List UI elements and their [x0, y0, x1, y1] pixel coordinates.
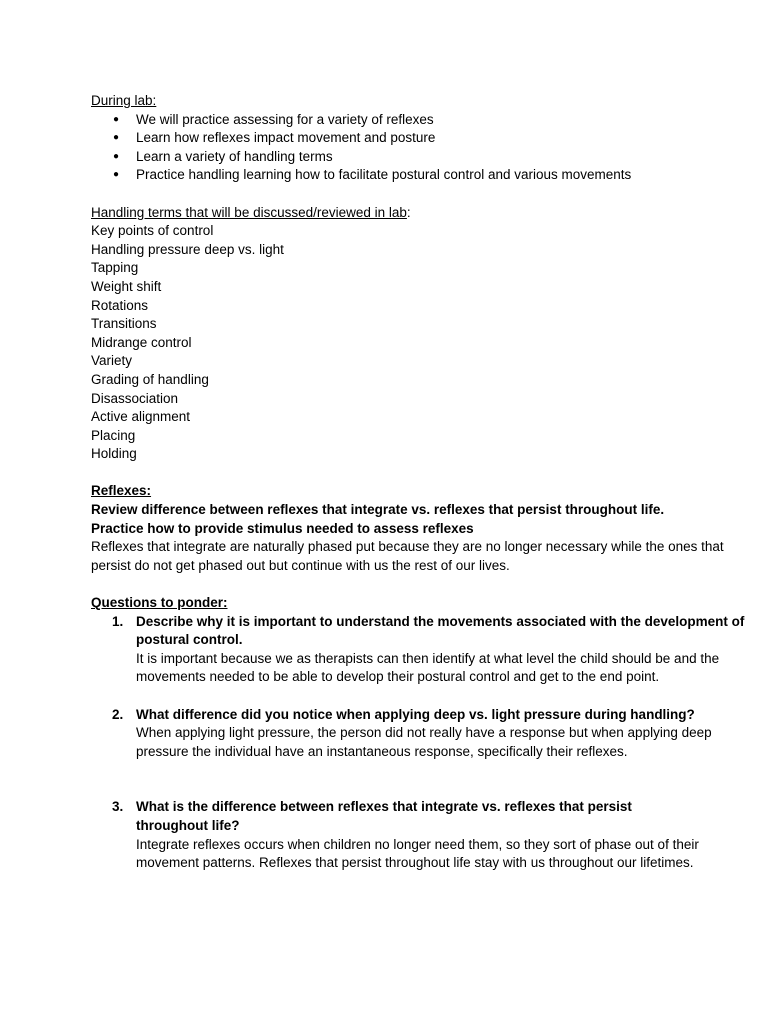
- list-item: Grading of handling: [91, 371, 209, 387]
- question-text: What difference did you notice when applying deep vs. light pressure during handling?: [136, 706, 695, 722]
- questions-list: [91, 613, 761, 873]
- list-item: Rotations: [91, 297, 149, 313]
- list-item: Holding: [91, 446, 137, 462]
- list-item: Disassociation: [91, 390, 179, 406]
- during-lab-heading: During lab:: [91, 93, 157, 108]
- reflexes-heading: Reflexes:: [91, 483, 152, 499]
- reflexes-paragraph: Reflexes that integrate are naturally phased put because they are no longer necessary while the ones that persist do not get phased out but continue with us the rest of our lives.: [91, 539, 724, 573]
- answer-text: It is important because we as therapists can then identify at what level the child should be and the movements needed to be able to develop their postural control and get to the end point.: [136, 650, 720, 685]
- answer-text: Integrate reflexes occurs when children no longer need them, so they sort of phase out of their movement patterns. Reflexes that persist throughout life stay with us throughout our lifetimes.: [136, 836, 699, 871]
- list-item: Tapping: [91, 260, 139, 276]
- handling-terms-heading: Handling terms that will be discussed/reviewed in lab:: [91, 204, 411, 220]
- list-item: ● Practice handling learning how to facilitate postural control and various movements: [91, 166, 761, 185]
- question-item: [91, 613, 761, 687]
- handling-terms-list: [91, 222, 761, 464]
- list-item: ● Learn how reflexes impact movement and posture: [91, 129, 761, 148]
- question-number: 3.: [112, 799, 124, 815]
- list-item: Transitions: [91, 316, 157, 332]
- list-item: Midrange control: [91, 334, 192, 350]
- question-item: [91, 706, 761, 762]
- bullet-icon: ●: [113, 132, 120, 144]
- during-lab-list: [91, 111, 761, 185]
- reflexes-bold-line-1: Review difference between reflexes that integrate vs. reflexes that persist throughout life.: [91, 502, 665, 518]
- bullet-icon: ●: [113, 113, 120, 125]
- document-body: [91, 92, 761, 873]
- question-text: Describe why it is important to understand the movements associated with the development of postural control.: [136, 613, 745, 648]
- list-item: ● We will practice assessing for a variety of reflexes: [91, 111, 761, 130]
- question-number: 2.: [112, 706, 124, 722]
- questions-heading: Questions to ponder:: [91, 595, 228, 611]
- answer-text: When applying light pressure, the person did not really have a response but when applying deep pressure the individual have an instantaneous response, specifically their reflexes.: [136, 725, 712, 759]
- list-item: Active alignment: [91, 409, 191, 425]
- reflexes-bold-line-2: Practice how to provide stimulus needed to assess reflexes: [91, 520, 474, 536]
- list-item: Placing: [91, 427, 136, 443]
- list-item: ● Learn a variety of handling terms: [91, 148, 761, 167]
- list-item: Handling pressure deep vs. light: [91, 241, 284, 257]
- question-item: [91, 798, 761, 872]
- question-text: What is the difference between reflexes that integrate vs. reflexes that persist throughout life?: [136, 799, 632, 833]
- list-item: Key points of control: [91, 223, 214, 239]
- bullet-icon: ●: [113, 169, 120, 181]
- list-item: Weight shift: [91, 278, 162, 294]
- list-item: Variety: [91, 353, 133, 369]
- bullet-icon: ●: [113, 150, 120, 162]
- question-number: 1.: [112, 613, 124, 629]
